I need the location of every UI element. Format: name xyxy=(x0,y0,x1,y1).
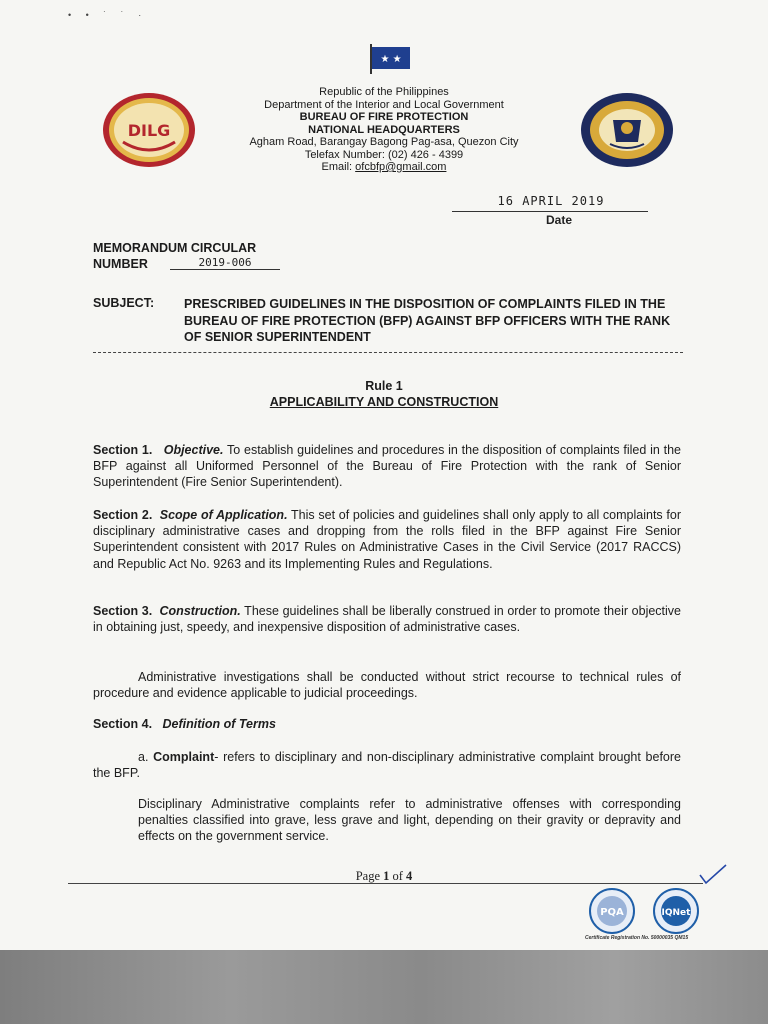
page-mid: of xyxy=(389,869,407,883)
section-3 xyxy=(93,603,681,635)
section-1-text: To establish guidelines and procedures in the disposition of complaints filed in the BFP against all Uniformed Personnel of the Bureau of Fire Protection with the rank of Senior Superintendent (Fire Senior Superintendent). xyxy=(93,443,682,490)
header-bureau: BUREAU OF FIRE PROTECTION xyxy=(299,111,469,123)
section-4a-prefix: a. xyxy=(138,750,154,764)
section-3-label: Section 3. xyxy=(93,604,153,618)
header-email-link[interactable]: ofcbfp@gmail.com xyxy=(355,161,447,173)
section-4a xyxy=(93,749,681,781)
letterhead xyxy=(0,86,768,174)
certification-logos xyxy=(580,885,710,935)
cert-logo-1-text: PQA xyxy=(600,907,624,918)
section-2-label: Section 2. xyxy=(93,508,153,522)
date-value: 16 APRIL 2019 xyxy=(497,194,605,208)
date-underline xyxy=(452,211,648,212)
certificate-registration: Certificate Registration No. 50000035 QM15 xyxy=(585,935,689,941)
date-label: Date xyxy=(546,213,573,227)
cert-logo-2-text: IQNet xyxy=(661,908,691,918)
section-1-title: Objective. xyxy=(163,443,224,457)
rule-heading xyxy=(0,378,768,410)
section-4-label: Section 4. xyxy=(93,717,153,731)
section-1-label: Section 1. xyxy=(93,443,153,457)
scan-specks: • • ˙ ˙ · xyxy=(68,10,148,20)
memo-title: MEMORANDUM CIRCULAR xyxy=(93,241,257,255)
section-2 xyxy=(93,507,681,572)
section-4 xyxy=(93,716,681,732)
memo-number-label: NUMBER xyxy=(93,257,148,271)
section-4a-term: Complaint xyxy=(153,750,215,764)
svg-text:★ ★: ★ ★ xyxy=(380,54,402,65)
rule-title: APPLICABILITY AND CONSTRUCTION xyxy=(269,395,499,409)
page-number xyxy=(0,869,768,884)
section-4-title: Definition of Terms xyxy=(162,717,276,731)
section-3-title: Construction. xyxy=(159,604,241,618)
header-telefax: Telefax Number: (02) 426 - 4399 xyxy=(304,148,464,161)
rule-number: Rule 1 xyxy=(365,379,403,393)
svg-text:DILG: DILG xyxy=(127,121,171,140)
section-4a-text: - refers to disciplinary and non-disciplinary administrative complaint brought before the BFP. xyxy=(93,750,681,781)
header-republic: Republic of the Philippines xyxy=(319,86,449,98)
memo-number-value: 2019-006 xyxy=(170,256,280,270)
dashed-divider xyxy=(93,352,683,353)
checkmark-icon xyxy=(698,863,728,885)
footer-rule xyxy=(68,883,703,884)
page-current: 1 xyxy=(383,869,390,883)
header-address: Agham Road, Barangay Bagong Pag-asa, Quezon City xyxy=(249,136,519,148)
subject-text: PRESCRIBED GUIDELINES IN THE DISPOSITION OF COMPLAINTS FILED IN THE BUREAU OF FIRE PROTECTION (BFP) AGAINST BFP OFFICERS WITH THE RANK OF SENIOR SUPERINTENDENT xyxy=(184,297,671,344)
page-total: 4 xyxy=(406,869,413,883)
section-2-title: Scope of Application. xyxy=(159,508,288,522)
subject-label: SUBJECT: xyxy=(93,296,155,310)
section-3-paragraph: Administrative investigations shall be conducted without strict recourse to technical rules of procedure and evidence applicable to judicial proceedings. xyxy=(93,670,681,701)
header-hq: NATIONAL HEADQUARTERS xyxy=(308,123,460,136)
scan-background xyxy=(0,950,768,1024)
section-2-text: This set of policies and guidelines shall only apply to all complaints for disciplinary administrative cases and dropping from the rolls filed in the BFP against Fire Senior Superintendent consistent with 2017 Rules on Administrative Cases in the Civil Service (2017 RACCS) and Republic Act No. 9263 and its Implementing Rules and Regulations. xyxy=(93,508,681,571)
section-3-text: These guidelines shall be liberally construed in order to promote their objective in obtaining just, speedy, and inexpensive disposition of administrative cases. xyxy=(93,604,681,635)
header-email-line xyxy=(0,161,768,174)
section-4-paragraph: Disciplinary Administrative complaints refer to administrative offenses with corresponding penalties classified into grave, less grave and light, depending on their gravity or depravity and effects on the government service. xyxy=(138,797,681,844)
header-email-label: Email: xyxy=(321,161,356,173)
header-department: Department of the Interior and Local Government xyxy=(264,98,504,111)
flag-icon xyxy=(368,44,412,74)
page-prefix: Page xyxy=(355,869,384,883)
section-1 xyxy=(93,442,681,491)
